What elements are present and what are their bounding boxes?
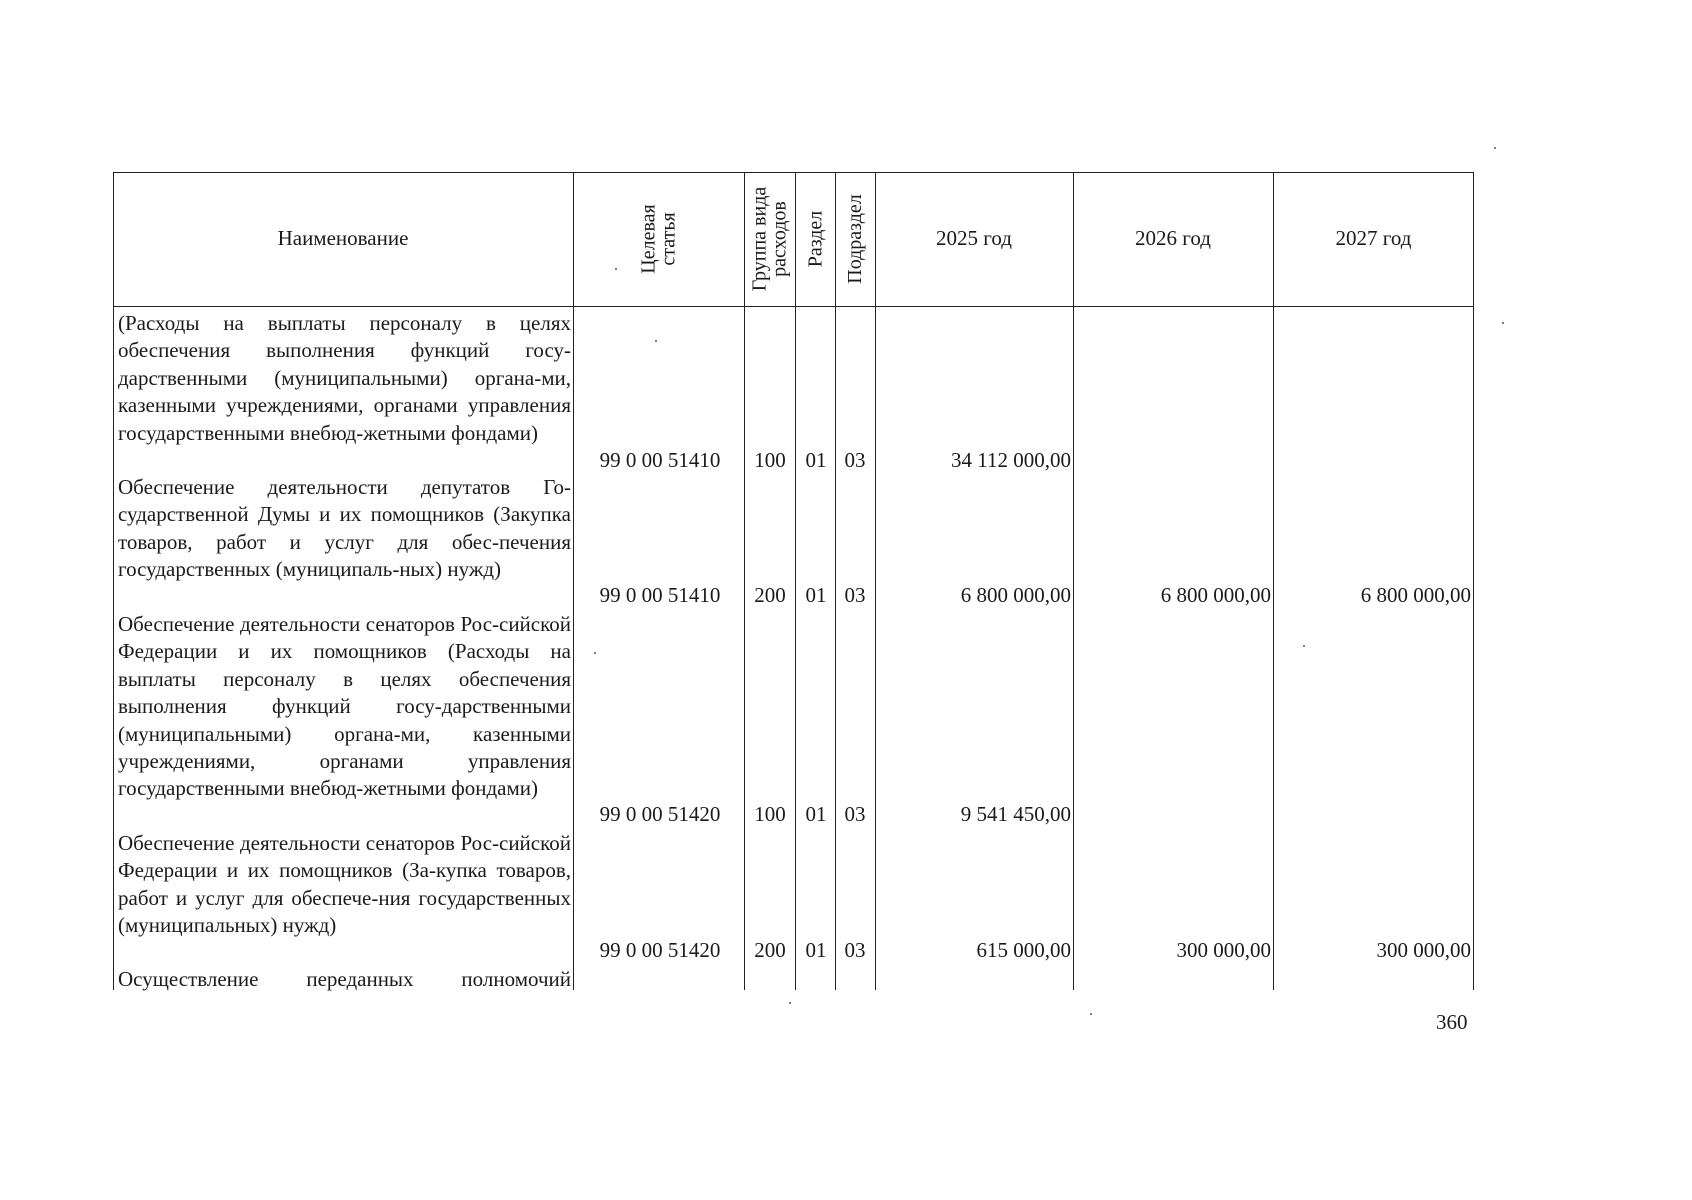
row-3-section: 01 [805, 802, 827, 826]
header-section-label: Раздел [804, 210, 827, 268]
row-2-group: 200 [754, 583, 786, 607]
scan-speck [655, 340, 657, 342]
header-target-line2: статья [657, 212, 680, 266]
row-5-name: Осуществление переданных полномочий [118, 967, 571, 991]
row-1-2025: 34 112 000,00 [951, 448, 1071, 472]
header-name [113, 172, 573, 306]
row-4-group: 200 [754, 938, 786, 962]
row-1-target: 99 0 00 51410 [599, 448, 721, 472]
row-2-2026: 6 800 000,00 [1160, 583, 1271, 607]
row-2-target: 99 0 00 51410 [599, 583, 721, 607]
row-1-group: 100 [754, 448, 786, 472]
header-target-article-label [639, 204, 679, 273]
row-4-2026: 300 000,00 [1176, 938, 1271, 962]
row-2-section: 01 [805, 583, 827, 607]
row-2-2025: 6 800 000,00 [960, 583, 1071, 607]
row-1-subsection: 03 [844, 448, 866, 472]
page-number: 360 [1436, 1010, 1468, 1034]
row-4-target: 99 0 00 51420 [599, 938, 721, 962]
header-section [795, 172, 835, 306]
row-4-name: Обеспечение деятельности сенаторов Рос-сийской Федерации и их помощников (За-купка товаров, работ и услуг для обеспече-ния государственных (муниципальных) нужд) [118, 831, 571, 938]
row-4-2027: 300 000,00 [1376, 938, 1471, 962]
header-name-label: Наименование [277, 226, 409, 251]
row-4-subsection: 03 [844, 938, 866, 962]
row-3-target: 99 0 00 51420 [599, 802, 721, 826]
row-3-subsection: 03 [844, 802, 866, 826]
scan-speck [594, 652, 596, 654]
row-3-group: 100 [754, 802, 786, 826]
scan-speck [1502, 322, 1504, 324]
header-target-line1: Целевая [637, 204, 660, 274]
header-year-2027-label: 2027 год [1335, 226, 1412, 251]
scan-speck [1494, 147, 1496, 149]
row-2-2027: 6 800 000,00 [1360, 583, 1471, 607]
row-3-name: Обеспечение деятельности сенаторов Рос-сийской Федерации и их помощников (Расходы на выплаты персоналу в целях обеспечения выполнения функций госу-дарственными (муниципальными) органа-ми, казенными учреждениями, органами управления государственными внебюд-жетными фондами) [118, 612, 571, 801]
header-expense-group-label [750, 187, 790, 292]
header-expense-group [744, 172, 795, 306]
row-3-2025: 9 541 450,00 [960, 802, 1071, 826]
header-group-line2: расходов [768, 201, 791, 277]
header-year-2025 [875, 172, 1073, 306]
row-4-section: 01 [805, 938, 827, 962]
row-1-section: 01 [805, 448, 827, 472]
header-divider [113, 306, 1474, 307]
header-subsection-label: Подраздел [844, 194, 866, 284]
scan-speck [1090, 1013, 1092, 1015]
scan-speck [615, 268, 617, 270]
header-subsection [835, 172, 875, 306]
header-group-line1: Группа вида [748, 186, 771, 292]
row-4-2025: 615 000,00 [976, 938, 1071, 962]
header-year-2026-label: 2026 год [1135, 226, 1211, 251]
scan-speck [1303, 645, 1305, 647]
header-year-2027 [1273, 172, 1474, 306]
row-1-name: (Расходы на выплаты персоналу в целях обеспечения выполнения функций госу-дарственными (муниципальными) органа-ми, казенными учреждениями, органами управления государственными внебюд-жетными фондами) [118, 311, 571, 445]
row-2-subsection: 03 [844, 583, 866, 607]
header-target-article [573, 172, 744, 306]
header-year-2026 [1073, 172, 1273, 306]
header-year-2025-label: 2025 год [936, 226, 1012, 251]
row-2-name: Обеспечение деятельности депутатов Го-сударственной Думы и их помощников (Закупка товаров, работ и услуг для обес-печения государственных (муниципаль-ных) нужд) [118, 475, 571, 582]
scan-speck [789, 1002, 791, 1004]
